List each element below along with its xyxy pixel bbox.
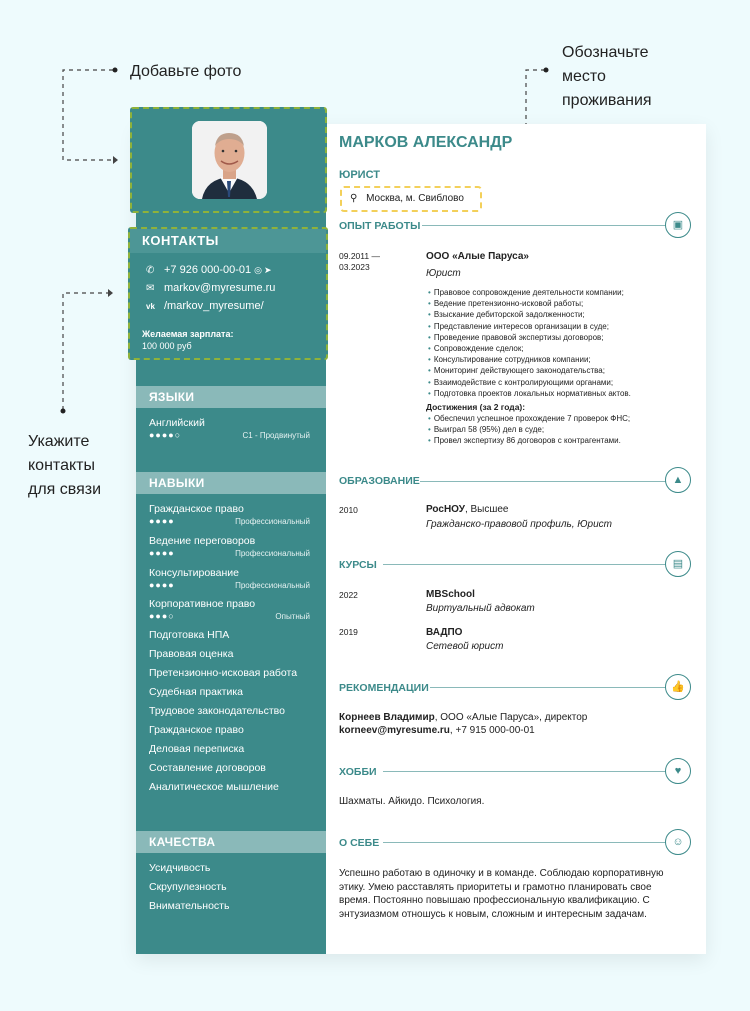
contact-vk-value: /markov_myresume/ — [164, 300, 264, 312]
achievements-list — [428, 413, 630, 447]
contacts-connector-dot — [61, 409, 66, 414]
briefcase-icon: ▣ — [665, 212, 691, 238]
about-line: энтузиазмом отношусь к новым, сложным и интересным задачам. — [339, 908, 647, 920]
skill-plain-item: Претензионно-исковая работа — [149, 667, 298, 679]
education-title: ОБРАЗОВАНИЕ — [339, 475, 420, 487]
achievement-item: • Обеспечил успешное прохождение 7 проверок ФНС; — [428, 413, 630, 424]
recommendation-contact-line — [339, 725, 535, 736]
skill-plain-item: Подготовка НПА — [149, 629, 230, 641]
contacts-title: КОНТАКТЫ — [130, 229, 326, 253]
experience-duties — [428, 287, 631, 399]
skill-rating: ●●●● — [149, 548, 175, 558]
course-name: Виртуальный адвокат — [426, 603, 535, 614]
duty-item: • Проведение правовой экспертизы договоров; — [428, 332, 631, 343]
about-text — [339, 867, 664, 921]
education-divider — [420, 481, 666, 482]
recommendations-title: РЕКОМЕНДАЦИИ — [339, 682, 429, 694]
experience-role: Юрист — [426, 268, 461, 279]
callout-location-line-2: место — [562, 68, 606, 85]
hobby-text: Шахматы. Айкидо. Психология. — [339, 796, 485, 807]
recommendation-phone: , +7 915 000-00-01 — [449, 725, 535, 736]
heart-icon: ♥ — [665, 758, 691, 784]
callout-location-line-3: проживания — [562, 92, 652, 109]
language-level: C1 - Продвинутый — [242, 431, 310, 440]
about-divider — [383, 842, 666, 843]
contacts-arrow — [108, 289, 113, 297]
skill-item — [149, 503, 314, 529]
skill-item — [149, 598, 314, 624]
quality-item: Усидчивость — [149, 862, 211, 874]
skill-level: Профессиональный — [235, 517, 310, 526]
duty-item: • Консультирование сотрудников компании; — [428, 354, 631, 365]
callout-contacts-line-1: Укажите — [28, 433, 90, 450]
avatar — [192, 121, 267, 199]
recommendation-email: korneev@myresume.ru — [339, 725, 450, 736]
experience-period-start: 09.2011 — — [339, 251, 380, 261]
experience-divider — [422, 225, 666, 226]
duty-item: • Сопровождение сделок; — [428, 343, 631, 354]
callout-contacts-line-3: для связи — [28, 481, 102, 498]
achievement-item: • Провел экспертизу 86 договоров с контрагентами. — [428, 435, 630, 446]
telegram-icon: ➤ — [264, 264, 272, 275]
about-line: Успешно работаю в одиночку и в команде. Соблюдаю корпоративную — [339, 868, 664, 879]
recommendation-person: Корнеев Владимир — [339, 712, 435, 723]
courses-title: КУРСЫ — [339, 559, 377, 571]
qualities-title: КАЧЕСТВА — [136, 831, 326, 853]
hobby-title: ХОББИ — [339, 766, 377, 778]
duty-item: • Ведение претензионно-исковой работы; — [428, 298, 631, 309]
skill-item — [149, 567, 314, 593]
education-specialty: Гражданско-правовой профиль, Юрист — [426, 519, 612, 530]
skill-rating: ●●●○ — [149, 611, 175, 621]
skill-name: Корпоративное право — [149, 598, 256, 610]
achievement-item: • Выиграл 58 (95%) дел в суде; — [428, 424, 630, 435]
course-org: MBSchool — [426, 589, 475, 600]
phone-icon: ✆ — [146, 264, 155, 276]
recommendation-person-line — [339, 712, 587, 723]
languages-title: ЯЗЫКИ — [136, 386, 326, 408]
experience-period-end: 03.2023 — [339, 262, 370, 272]
contact-phone-value: +7 926 000-00-01 — [164, 264, 252, 276]
duty-item: • Правовое сопровождение деятельности компании; — [428, 287, 631, 298]
callout-location — [562, 41, 652, 113]
contacts-connector — [63, 293, 108, 410]
skill-rating: ●●●● — [149, 580, 175, 590]
candidate-name: МАРКОВ АЛЕКСАНДР — [339, 134, 513, 151]
skill-plain-item: Гражданское право — [149, 724, 244, 736]
courses-divider — [383, 564, 666, 565]
experience-company: ООО «Алые Паруса» — [426, 251, 529, 262]
course-name: Сетевой юрист — [426, 641, 504, 652]
duty-item: • Взыскание дебиторской задолженности; — [428, 309, 631, 320]
skill-item — [149, 535, 314, 561]
location-field[interactable] — [340, 186, 482, 212]
graduation-cap-icon: ▲ — [665, 467, 691, 493]
photo-connector — [63, 70, 113, 160]
salary-value: 100 000 руб — [142, 341, 192, 351]
skill-level: Профессиональный — [235, 549, 310, 558]
callout-location-line-1: Обозначьте — [562, 44, 649, 61]
contact-vk[interactable] — [146, 297, 326, 315]
skill-level: Опытный — [275, 612, 310, 621]
duty-item: • Мониторинг действующего законодательства; — [428, 365, 631, 376]
whatsapp-icon: ◎ — [254, 264, 263, 275]
contact-email[interactable] — [146, 279, 326, 297]
quality-item: Скрупулезность — [149, 881, 227, 893]
callout-contacts — [28, 430, 101, 502]
duty-item: • Взаимодействие с контролирующими органами; — [428, 377, 631, 388]
achievements-title: Достижения (за 2 года): — [426, 402, 526, 412]
skill-plain-item: Составление договоров — [149, 762, 266, 774]
duty-item: • Представление интересов организации в суде; — [428, 321, 631, 332]
skill-name: Консультирование — [149, 567, 239, 579]
vk-icon: vk — [146, 301, 155, 311]
hobby-divider — [383, 771, 666, 772]
about-line: этику. Умею расставлять приоритеты и грамотно планировать свое — [339, 881, 652, 893]
education-school-line — [426, 504, 509, 515]
salary-label: Желаемая зарплата: — [142, 329, 234, 339]
recommendation-company: , ООО «Алые Паруса», директор — [434, 712, 588, 723]
skills-title: НАВЫКИ — [136, 472, 326, 494]
document-icon: ▤ — [665, 551, 691, 577]
callout-contacts-line-2: контакты — [28, 457, 95, 474]
contact-phone[interactable] — [146, 261, 326, 279]
skill-name: Гражданское право — [149, 503, 244, 515]
email-icon: ✉ — [146, 282, 155, 294]
photo-connector-dot — [113, 68, 118, 73]
skill-name: Ведение переговоров — [149, 535, 256, 547]
duty-item: • Подготовка проектов локальных нормативных актов. — [428, 388, 631, 399]
education-year: 2010 — [339, 505, 358, 515]
location-connector-dot — [544, 68, 549, 73]
language-name: Английский — [149, 417, 205, 429]
course-org: ВАДПО — [426, 627, 463, 638]
location-value: Москва, м. Свиблово — [366, 193, 464, 204]
photo-arrow — [113, 156, 118, 164]
contacts-section[interactable] — [128, 227, 328, 360]
experience-title: ОПЫТ РАБОТЫ — [339, 220, 421, 232]
callout-photo: Добавьте фото — [130, 63, 242, 80]
location-pin-icon: ⚲ — [350, 193, 358, 204]
user-icon: ☺ — [665, 829, 691, 855]
course-year: 2022 — [339, 590, 358, 600]
language-item — [149, 417, 314, 443]
skill-rating: ●●●● — [149, 516, 175, 526]
contact-email-value: markov@myresume.ru — [164, 282, 276, 294]
skill-plain-item: Аналитическое мышление — [149, 781, 279, 793]
skill-plain-item: Деловая переписка — [149, 743, 245, 755]
about-title: О СЕБЕ — [339, 837, 380, 849]
course-year: 2019 — [339, 627, 358, 637]
skill-plain-item: Судебная практика — [149, 686, 244, 698]
skill-plain-item: Правовая оценка — [149, 648, 234, 660]
education-degree: , Высшее — [464, 504, 509, 515]
photo-section[interactable] — [130, 107, 327, 213]
language-rating: ●●●●○ — [149, 430, 182, 440]
portrait-image — [192, 121, 267, 199]
recommendations-divider — [430, 687, 666, 688]
about-line: время. Постоянно повышаю профессиональную квалификацию. С — [339, 895, 650, 906]
thumbs-up-icon: 👍 — [665, 674, 691, 700]
quality-item: Внимательность — [149, 900, 230, 912]
skill-plain-item: Трудовое законодательство — [149, 705, 285, 717]
education-school: РосНОУ — [426, 504, 465, 515]
candidate-position: ЮРИСТ — [339, 169, 380, 181]
skill-level: Профессиональный — [235, 581, 310, 590]
